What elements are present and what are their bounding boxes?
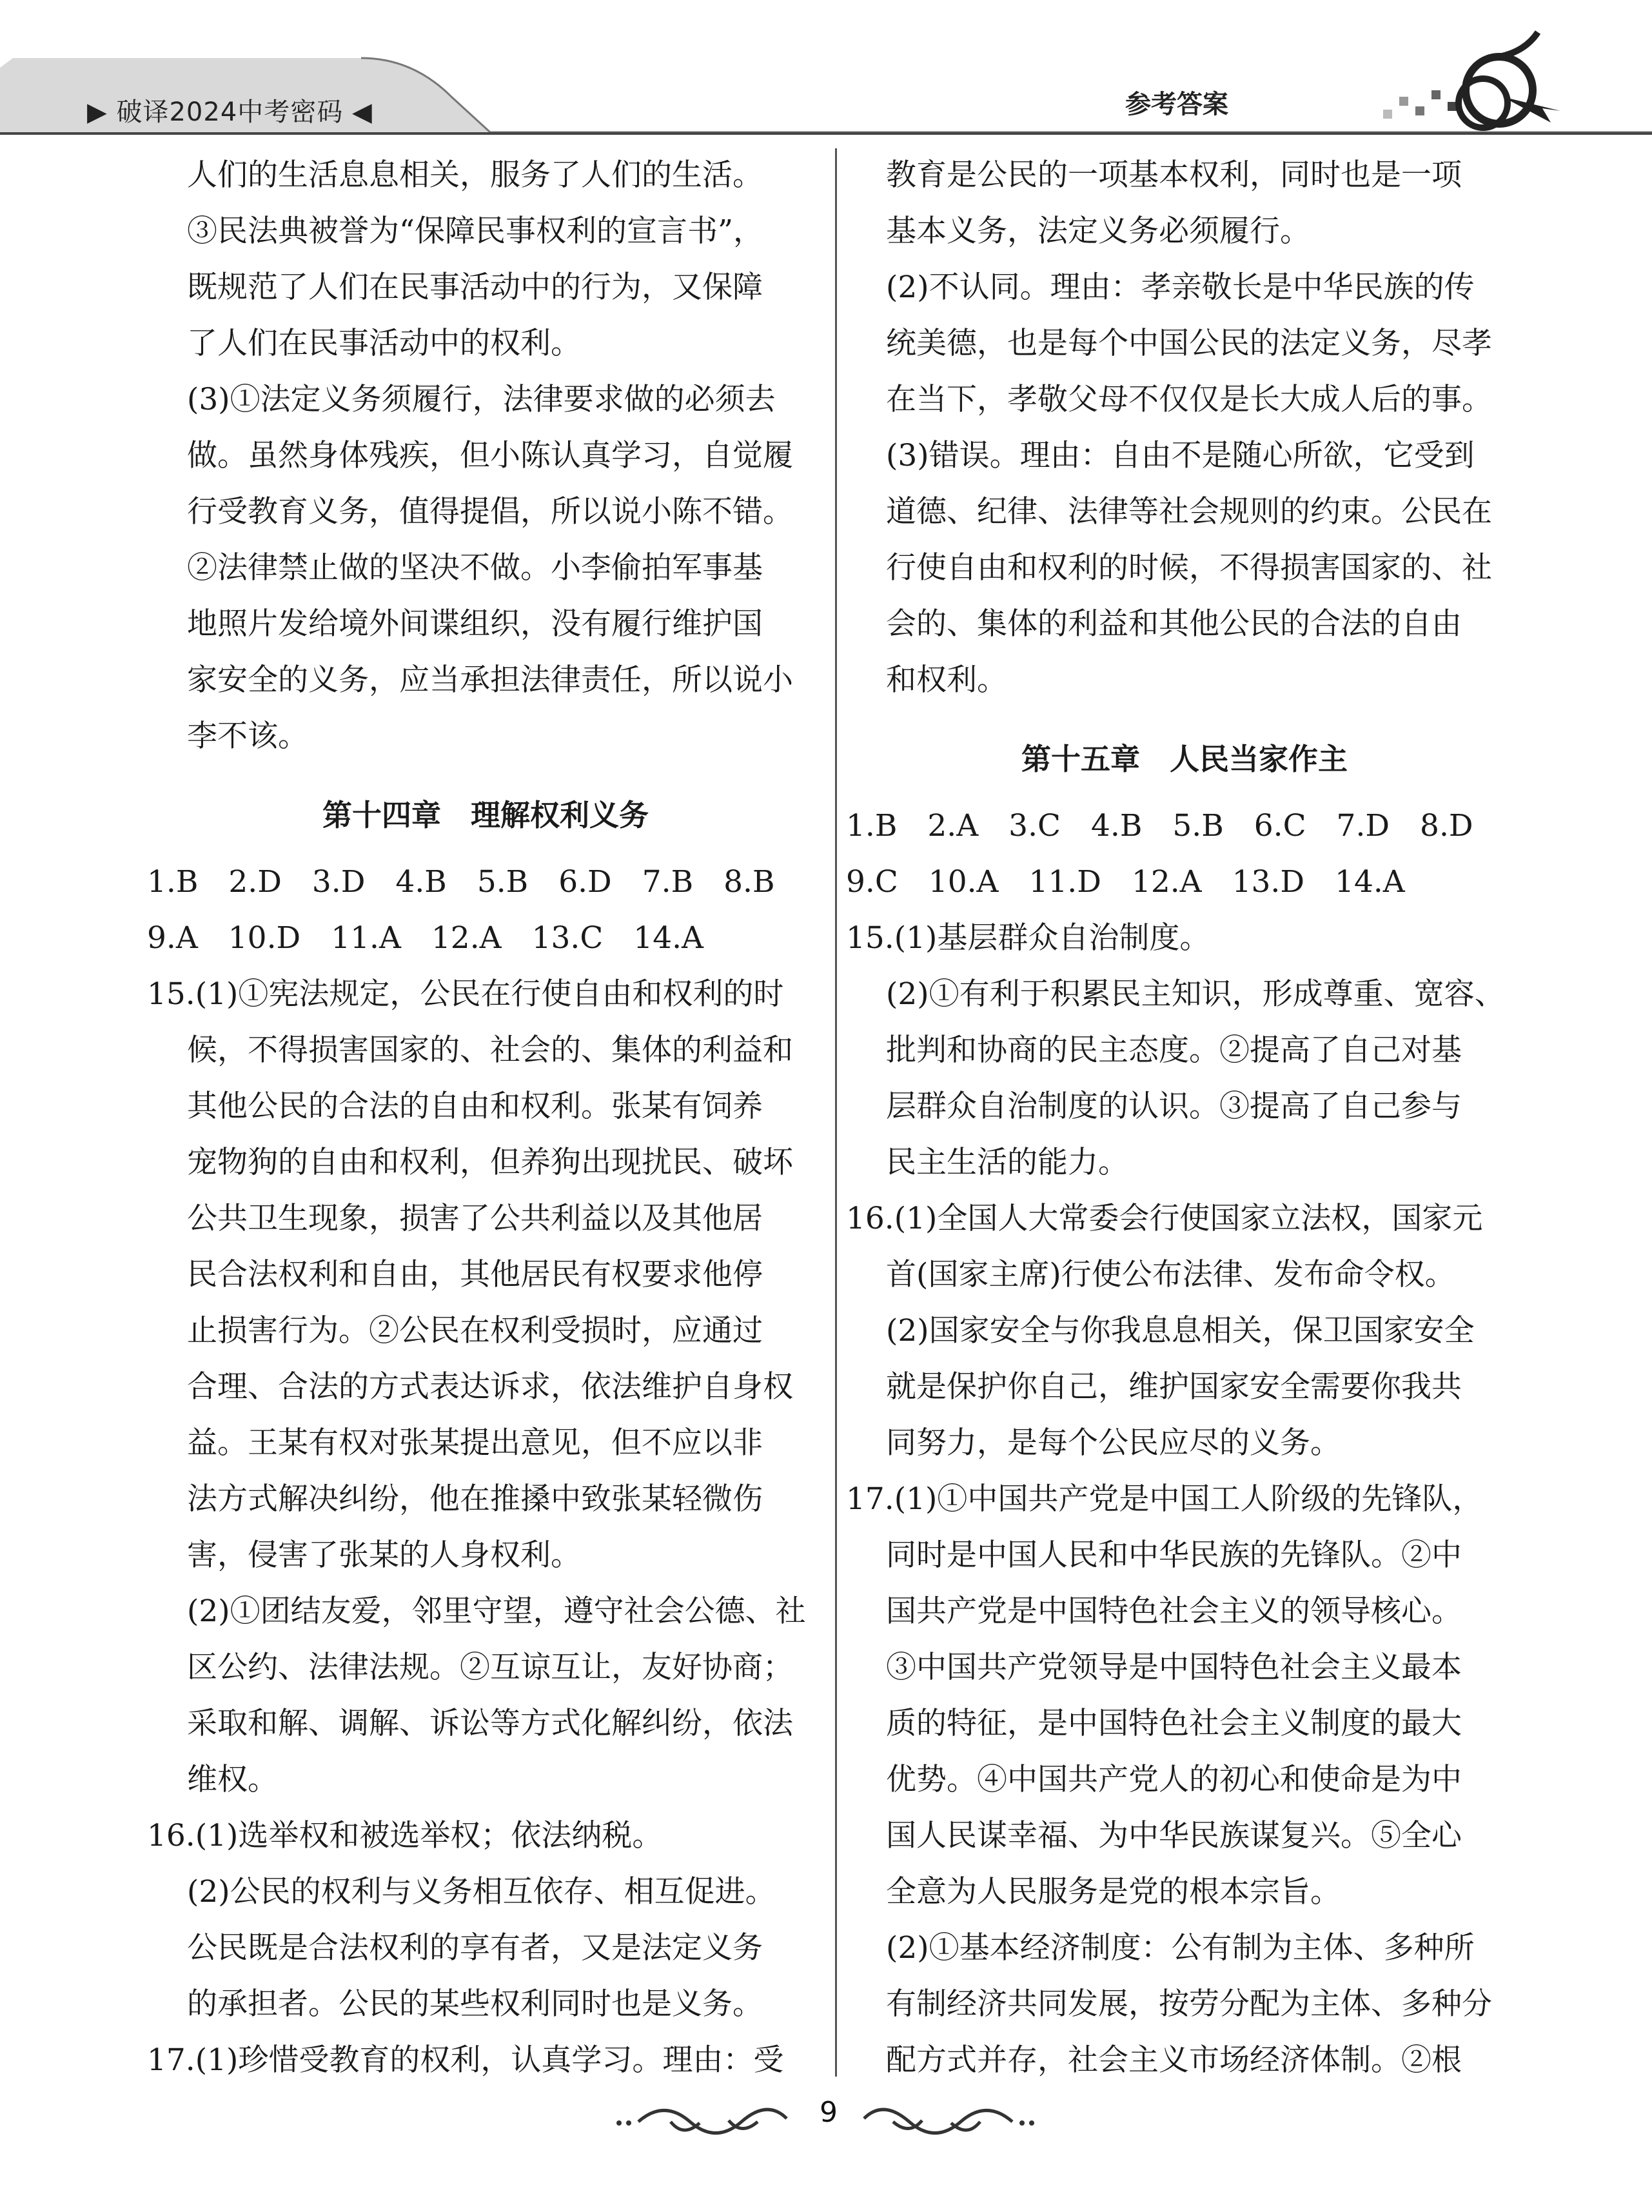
text-line: 全意为人民服务是党的根本宗旨。 [886,1874,1341,1910]
header-rule [0,132,1652,135]
text-line: 会的、集体的利益和其他公民的合法的自由 [886,606,1462,642]
text-line: 做。虽然身体残疾，但小陈认真学习，自觉履 [187,438,793,473]
text-line: 行使自由和权利的时候，不得损害国家的、社 [886,550,1492,586]
answer-key-line: 9.A 10.D 11.A 12.A 13.C 14.A [147,920,703,956]
chapter-heading: 第十四章 理解权利义务 [322,798,649,833]
text-line: (2)不认同。理由：孝亲敬长是中华民族的传 [886,270,1475,305]
text-line: 害，侵害了张某的人身权利。 [187,1537,581,1573]
text-line: 道德、纪律、法律等社会规则的约束。公民在 [886,494,1492,529]
text-line: 配方式并存，社会主义市场经济体制。②根 [886,2042,1462,2078]
text-line: 层群众自治制度的认识。③提高了自己参与 [886,1089,1462,1124]
text-line: 区公约、法律法规。②互谅互让，友好协商； [187,1650,793,1685]
text-line: 了人们在民事活动中的权利。 [187,326,581,361]
text-line: 公民既是合法权利的享有者，又是法定义务 [187,1930,763,1966]
left-column [147,147,824,2088]
series-title: ▶ 破译2024中考密码 ◀ [87,97,373,127]
text-line: 合理、合法的方式表达诉求，依法维护自身权 [187,1369,793,1405]
text-line: 候，不得损害国家的、社会的、集体的利益和 [187,1032,793,1068]
text-line: 和权利。 [886,662,1007,698]
text-line: (3)错误。理由：自由不是随心所欲，它受到 [886,438,1475,473]
text-line: 首(国家主席)行使公布法律、发布命令权。 [886,1257,1455,1292]
text-line: (2)①基本经济制度：公有制为主体、多种所 [886,1930,1475,1966]
text-line: 行受教育义务，值得提倡，所以说小陈不错。 [187,494,793,529]
text-line: 就是保护你自己，维护国家安全需要你我共 [886,1369,1462,1405]
text-line: 李不该。 [187,718,308,754]
page-number: 9 [820,2096,838,2129]
text-line: (2)①有利于积累民主知识，形成尊重、宽容、 [886,976,1505,1012]
answer-key-line: 1.B 2.A 3.C 4.B 5.B 6.C 7.D 8.D [846,808,1473,844]
right-column [846,147,1523,2088]
text-line: 国人民谋幸福、为中华民族谋复兴。⑤全心 [886,1818,1462,1853]
text-line: 16.(1)全国人大常委会行使国家立法权，国家元 [846,1201,1483,1236]
text-line: 优势。④中国共产党人的初心和使命是为中 [886,1762,1462,1797]
text-line: 统美德，也是每个中国公民的法定义务，尽孝 [886,326,1492,361]
text-line: 法方式解决纠纷，他在推搡中致张某轻微伤 [187,1481,763,1517]
text-line: 15.(1)基层群众自治制度。 [846,920,1210,956]
column-divider [835,148,837,2077]
answer-key-line: 1.B 2.D 3.D 4.B 5.B 6.D 7.B 8.B [147,864,775,900]
text-line: 其他公民的合法的自由和权利。张某有饲养 [187,1089,763,1124]
section-label: 参考答案 [1125,90,1228,119]
text-line: 17.(1)珍惜受教育的权利，认真学习。理由：受 [147,2042,784,2078]
text-line: ③中国共产党领导是中国特色社会主义最本 [886,1650,1462,1685]
text-line: 基本义务，法定义务必须履行。 [886,213,1310,249]
text-line: 国共产党是中国特色社会主义的领导核心。 [886,1594,1462,1629]
text-line: 宠物狗的自由和权利，但养狗出现扰民、破坏 [187,1145,793,1180]
text-line: 16.(1)选举权和被选举权；依法纳税。 [147,1818,663,1853]
text-line: 家安全的义务，应当承担法律责任，所以说小 [187,662,793,698]
logo-icon [1373,26,1567,138]
text-line: (2)①团结友爱，邻里守望，遵守社会公德、社 [187,1594,806,1629]
text-line: 益。王某有权对张某提出意见，但不应以非 [187,1425,763,1461]
text-line: 采取和解、调解、诉讼等方式化解纠纷，依法 [187,1706,793,1741]
text-line: (2)国家安全与你我息息相关，保卫国家安全 [886,1313,1475,1348]
text-line: 15.(1)①宪法规定，公民在行使自由和权利的时 [147,976,784,1012]
text-line: 17.(1)①中国共产党是中国工人阶级的先锋队， [846,1481,1483,1517]
text-line: 有制经济共同发展，按劳分配为主体、多种分 [886,1986,1492,2022]
text-line: 在当下，孝敬父母不仅仅是长大成人后的事。 [886,382,1492,417]
text-line: 质的特征，是中国特色社会主义制度的最大 [886,1706,1462,1741]
text-line: 同努力，是每个公民应尽的义务。 [886,1425,1341,1461]
text-line: 教育是公民的一项基本权利，同时也是一项 [886,157,1462,193]
text-line: 批判和协商的民主态度。②提高了自己对基 [886,1032,1462,1068]
answer-key-line: 9.C 10.A 11.D 12.A 13.D 14.A [846,864,1405,900]
text-line: 人们的生活息息相关，服务了人们的生活。 [187,157,763,193]
text-line: ②法律禁止做的坚决不做。小李偷拍军事基 [187,550,763,586]
text-line: 民合法权利和自由，其他居民有权要求他停 [187,1257,763,1292]
text-line: 公共卫生现象，损害了公共利益以及其他居 [187,1201,763,1236]
chapter-heading: 第十五章 人民当家作主 [1021,742,1348,776]
text-line: (2)公民的权利与义务相互依存、相互促进。 [187,1874,776,1910]
text-line: 的承担者。公民的某些权利同时也是义务。 [187,1986,763,2022]
text-line: 维权。 [187,1762,278,1797]
text-line: 民主生活的能力。 [886,1145,1128,1180]
text-line: 既规范了人们在民事活动中的行为，又保障 [187,270,763,305]
text-line: (3)①法定义务须履行，法律要求做的必须去 [187,382,776,417]
text-line: ③民法典被誉为“保障民事权利的宣言书”， [187,213,764,249]
text-line: 止损害行为。②公民在权利受损时，应通过 [187,1313,763,1348]
text-line: 同时是中国人民和中华民族的先锋队。②中 [886,1537,1462,1573]
text-line: 地照片发给境外间谍组织，没有履行维护国 [187,606,763,642]
